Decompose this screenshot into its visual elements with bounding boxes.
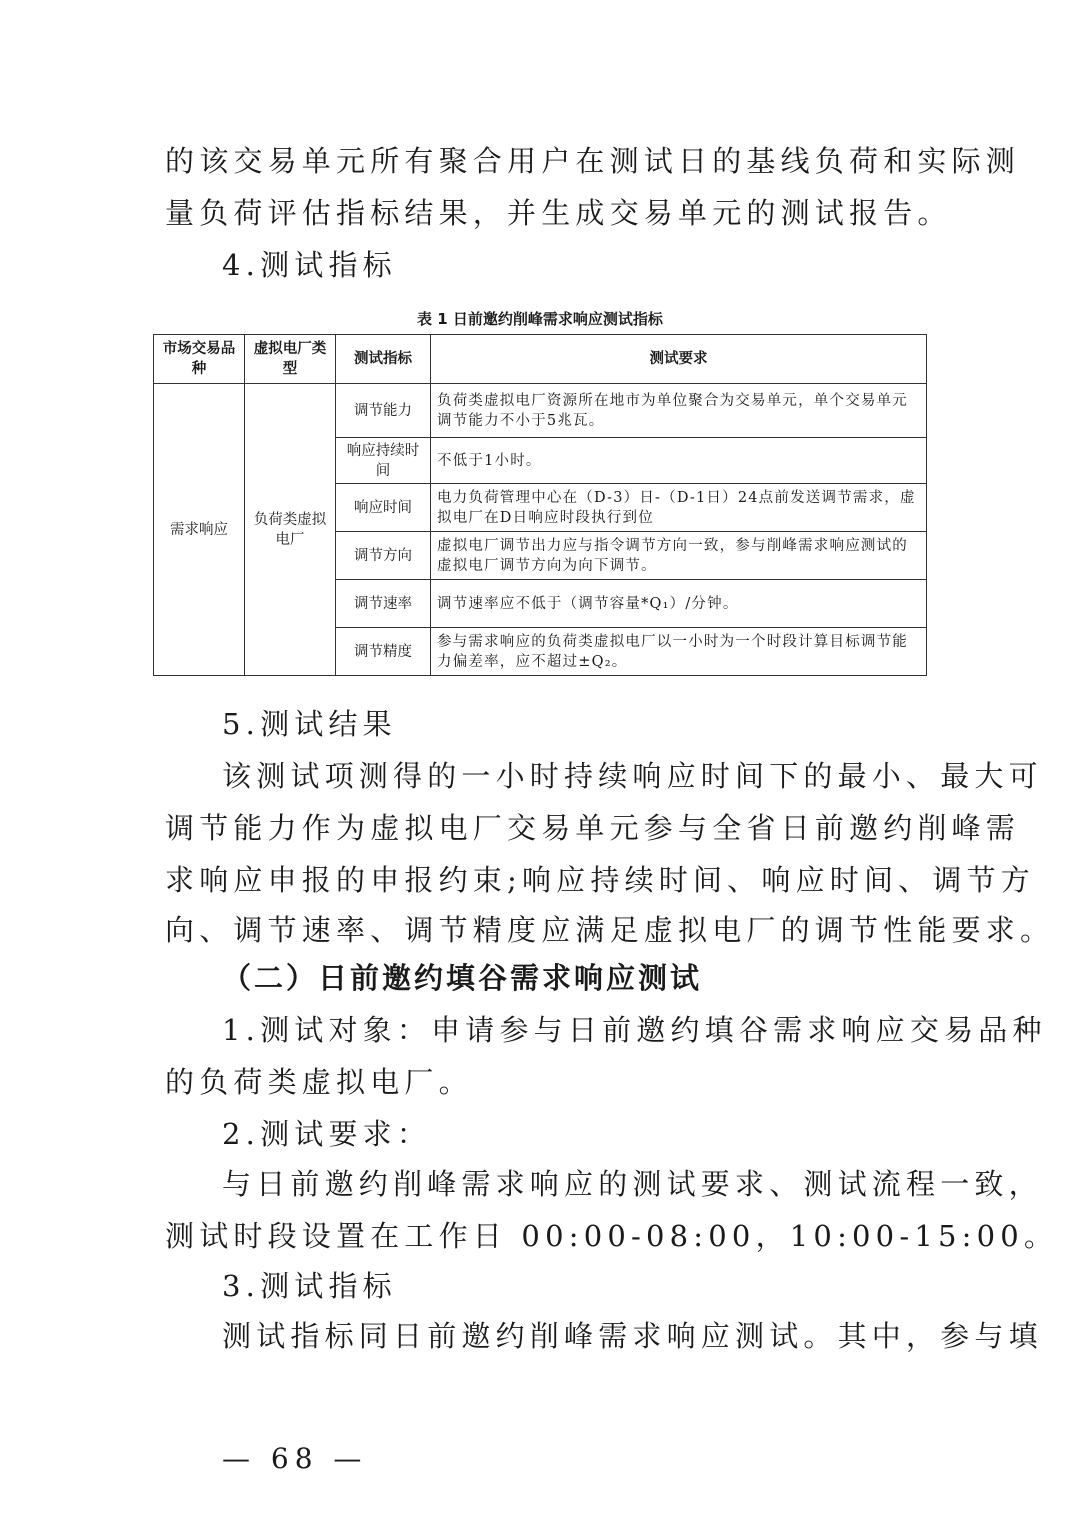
- indicator-cell: 调节精度: [336, 628, 431, 676]
- section-heading: 3.测试指标: [222, 1269, 397, 1303]
- requirement-cell: 电力负荷管理中心在（D-3）日-（D-1日）24点前发送调节需求，虚拟电厂在D日响应时段执行到位: [431, 484, 927, 532]
- indicator-cell: 响应时间: [336, 484, 431, 532]
- header-plant-type: 虚拟电厂类型: [245, 335, 336, 384]
- body-line: 的该交易单元所有聚合用户在测试日的基线负荷和实际测: [165, 144, 1021, 178]
- header-market-type: 市场交易品种: [154, 335, 245, 384]
- table-header-row: [154, 335, 927, 384]
- requirement-cell: 参与需求响应的负荷类虚拟电厂以一小时为一个时段计算目标调节能力偏差率，应不超过±Q₂。: [431, 628, 927, 676]
- requirement-cell: 负荷类虚拟电厂资源所在地市为单位聚合为交易单元，单个交易单元调节能力不小于5兆瓦。: [431, 384, 927, 438]
- market-type-cell: 需求响应: [154, 384, 245, 676]
- page-number: — 68 —: [222, 1442, 368, 1475]
- indicator-cell: 响应持续时间: [336, 438, 431, 484]
- body-line: 该测试项测得的一小时持续响应时间下的最小、最大可: [222, 759, 1043, 793]
- indicator-cell: 调节能力: [336, 384, 431, 438]
- indicator-cell: 调节速率: [336, 580, 431, 628]
- subsection-heading: （二）日前邀约填谷需求响应测试: [222, 961, 703, 995]
- body-line: 量负荷评估指标结果，并生成交易单元的测试报告。: [165, 196, 952, 230]
- body-line: 的负荷类虚拟电厂。: [165, 1065, 473, 1099]
- header-requirement: 测试要求: [431, 335, 927, 384]
- body-line: 测试时段设置在工作日 00:00-08:00，10:00-15:00。: [165, 1219, 1059, 1253]
- requirement-cell: 虚拟电厂调节出力应与指令调节方向一致，参与削峰需求响应测试的虚拟电厂调节方向为向下调节。: [431, 532, 927, 580]
- section-heading: 5.测试结果: [222, 707, 397, 741]
- requirement-cell: 调节速率应不低于（调节容量*Q₁）/分钟。: [431, 580, 927, 628]
- indicator-cell: 调节方向: [336, 532, 431, 580]
- indicator-table: [153, 334, 927, 676]
- section-heading: 4.测试指标: [222, 248, 397, 282]
- body-line: 与日前邀约削峰需求响应的测试要求、测试流程一致，: [222, 1167, 1043, 1201]
- table-caption: 表 1 日前邀约削峰需求响应测试指标: [417, 310, 663, 328]
- section-heading: 2.测试要求：: [222, 1117, 432, 1151]
- body-line: 求响应申报的申报约束;响应持续时间、响应时间、调节方: [165, 863, 1035, 897]
- requirement-cell: 不低于1小时。: [431, 438, 927, 484]
- header-indicator: 测试指标: [336, 335, 431, 384]
- table-row: [154, 384, 927, 438]
- body-line: 1.测试对象：申请参与日前邀约填谷需求响应交易品种: [222, 1013, 1047, 1047]
- body-line: 调节能力作为虚拟电厂交易单元参与全省日前邀约削峰需: [165, 811, 1021, 845]
- body-line: 测试指标同日前邀约削峰需求响应测试。其中，参与填: [222, 1319, 1043, 1353]
- plant-type-cell: 负荷类虚拟电厂: [245, 384, 336, 676]
- body-line: 向、调节速率、调节精度应满足虚拟电厂的调节性能要求。: [165, 913, 1055, 947]
